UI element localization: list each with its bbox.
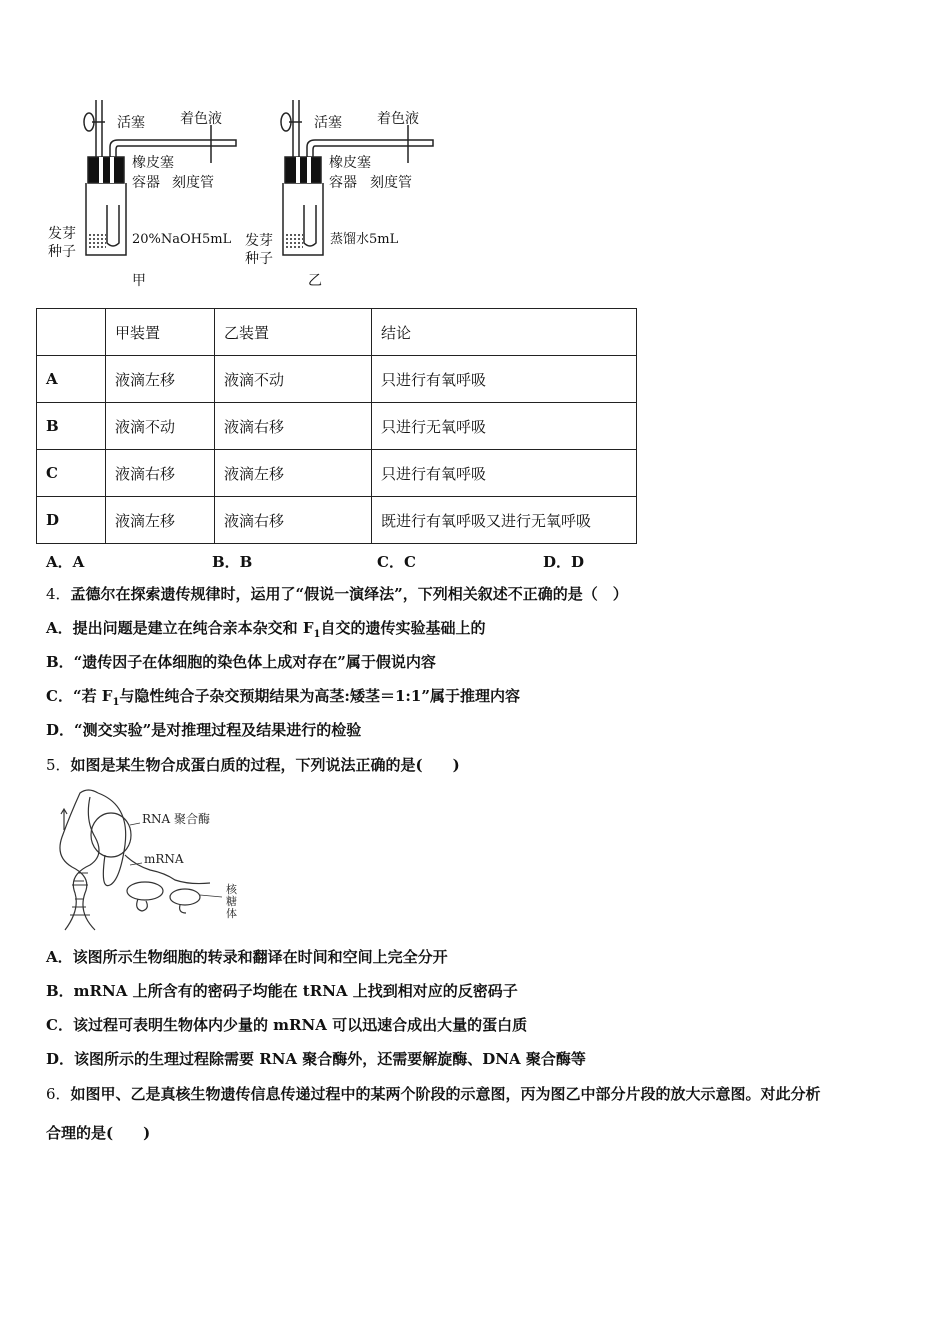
seeds-label-left-2: 种子: [48, 244, 76, 260]
tube-label-right: 刻度管: [370, 175, 412, 191]
table-cell: 液滴左移: [106, 356, 215, 403]
q5-option-b: B．mRNA 上所含有的密码子均能在 tRNA 上找到相对应的反密码子: [46, 982, 518, 1000]
ribosome-1: [127, 882, 163, 900]
table-header: 结论: [372, 309, 637, 356]
table-cell: 液滴不动: [215, 356, 372, 403]
q4-option-a-post: 自交的遗传实验基础上的: [320, 619, 486, 637]
translation-figure: [50, 785, 250, 935]
q4-option-c-pre: C．“若 F: [46, 687, 113, 705]
container-label-left: 容器: [132, 175, 160, 191]
table-header-row: [37, 309, 637, 356]
q4-option-a-sub: 1: [313, 629, 321, 640]
seeds-label-right-2: 种子: [245, 251, 273, 267]
table-cell: B: [37, 403, 106, 450]
table-cell: [37, 309, 106, 356]
table-cell: 液滴右移: [106, 450, 215, 497]
stopper-label-left: 橡皮塞: [132, 155, 174, 171]
table-row: [37, 356, 637, 403]
table-row: [37, 497, 637, 544]
tube-label-left: 刻度管: [172, 175, 214, 191]
respiration-apparatus-figure: [40, 95, 460, 295]
dye-label-right: 着色液: [377, 111, 419, 127]
ribosome-label-3: 体: [226, 907, 237, 920]
container-label-right: 容器: [329, 175, 357, 191]
q4-option-a: [46, 618, 486, 645]
q4-option-c-post: 与隐性纯合子杂交预期结果为高茎:矮茎＝1:1”属于推理内容: [119, 687, 521, 705]
valve-label-left: 活塞: [117, 115, 145, 131]
table-cell: 液滴左移: [215, 450, 372, 497]
mrna-label: mRNA: [144, 852, 184, 866]
ribosome-2: [170, 889, 200, 905]
caption-right: 乙: [308, 273, 322, 289]
q4-option-a-pre: A．提出问题是建立在纯合亲本杂交和 F: [46, 619, 314, 637]
q4-stem: [46, 584, 628, 604]
table-cell: C: [37, 450, 106, 497]
q6-stem-line1: [46, 1084, 821, 1104]
q5-stem-text: 如图是某生物合成蛋白质的过程，下列说法正确的是( ): [70, 756, 460, 774]
table-cell: 液滴右移: [215, 403, 372, 450]
table-cell: 液滴不动: [106, 403, 215, 450]
q4-number: 4．: [46, 585, 71, 603]
rna-polymerase-label: RNA 聚合酶: [142, 812, 211, 826]
table-cell: 液滴右移: [215, 497, 372, 544]
table-header: 甲装置: [106, 309, 215, 356]
rna-polymerase-shape: [91, 813, 131, 857]
table-cell: 液滴左移: [106, 497, 215, 544]
q4-option-b: B．“遗传因子在体细胞的染色体上成对存在”属于假说内容: [46, 653, 436, 671]
q6-stem-line2: 合理的是( ): [46, 1124, 151, 1142]
caption-left: 甲: [132, 273, 146, 289]
solution-label-right: 蒸馏水5mL: [330, 232, 399, 247]
q5-option-d: D．该图所示的生理过程除需要 RNA 聚合酶外，还需要解旋酶、DNA 聚合酶等: [46, 1050, 586, 1068]
seeds-label-left-1: 发芽: [48, 226, 76, 242]
q5-number: 5．: [46, 756, 71, 774]
dye-label-left: 着色液: [180, 111, 222, 127]
table-cell: D: [37, 497, 106, 544]
seeds-label-right-1: 发芽: [245, 233, 273, 249]
ribosome-label-2: 糖: [226, 895, 237, 908]
ribosome-label-1: 核: [226, 883, 237, 896]
q5-option-c: C．该过程可表明生物体内少量的 mRNA 可以迅速合成出大量的蛋白质: [46, 1016, 528, 1034]
q3-option-c: C．C: [377, 553, 416, 571]
q4-option-c: [46, 686, 520, 713]
q5-stem: [46, 755, 460, 775]
q3-option-b: B．B: [212, 553, 253, 571]
valve-label-right: 活塞: [314, 115, 342, 131]
table-cell: A: [37, 356, 106, 403]
solution-label-left: 20%NaOH5mL: [132, 232, 232, 247]
table-row: [37, 403, 637, 450]
table-cell: 既进行有氧呼吸又进行无氧呼吸: [372, 497, 637, 544]
q3-option-a: A．A: [46, 553, 85, 571]
q6-number: 6．: [46, 1085, 71, 1103]
q4-stem-text: 孟德尔在探索遗传规律时，运用了“假说一演绎法”，下列相关叙述不正确的是（ ）: [70, 585, 628, 603]
table-cell: 只进行有氧呼吸: [372, 450, 637, 497]
q3-option-d: D．D: [543, 553, 585, 571]
table-cell: 只进行有氧呼吸: [372, 356, 637, 403]
stopper-label-right: 橡皮塞: [329, 155, 371, 171]
q6-stem-text-1: 如图甲、乙是真核生物遗传信息传递过程中的某两个阶段的示意图，丙为图乙中部分片段的放大示意图。对此分析: [70, 1085, 821, 1103]
q5-option-a: A．该图所示生物细胞的转录和翻译在时间和空间上完全分开: [46, 948, 448, 966]
table-header: 乙装置: [215, 309, 372, 356]
answer-table: [36, 308, 637, 544]
table-row: [37, 450, 637, 497]
q4-option-c-sub: 1: [112, 697, 120, 708]
q4-option-d: D．“测交实验”是对推理过程及结果进行的检验: [46, 721, 362, 739]
table-cell: 只进行无氧呼吸: [372, 403, 637, 450]
